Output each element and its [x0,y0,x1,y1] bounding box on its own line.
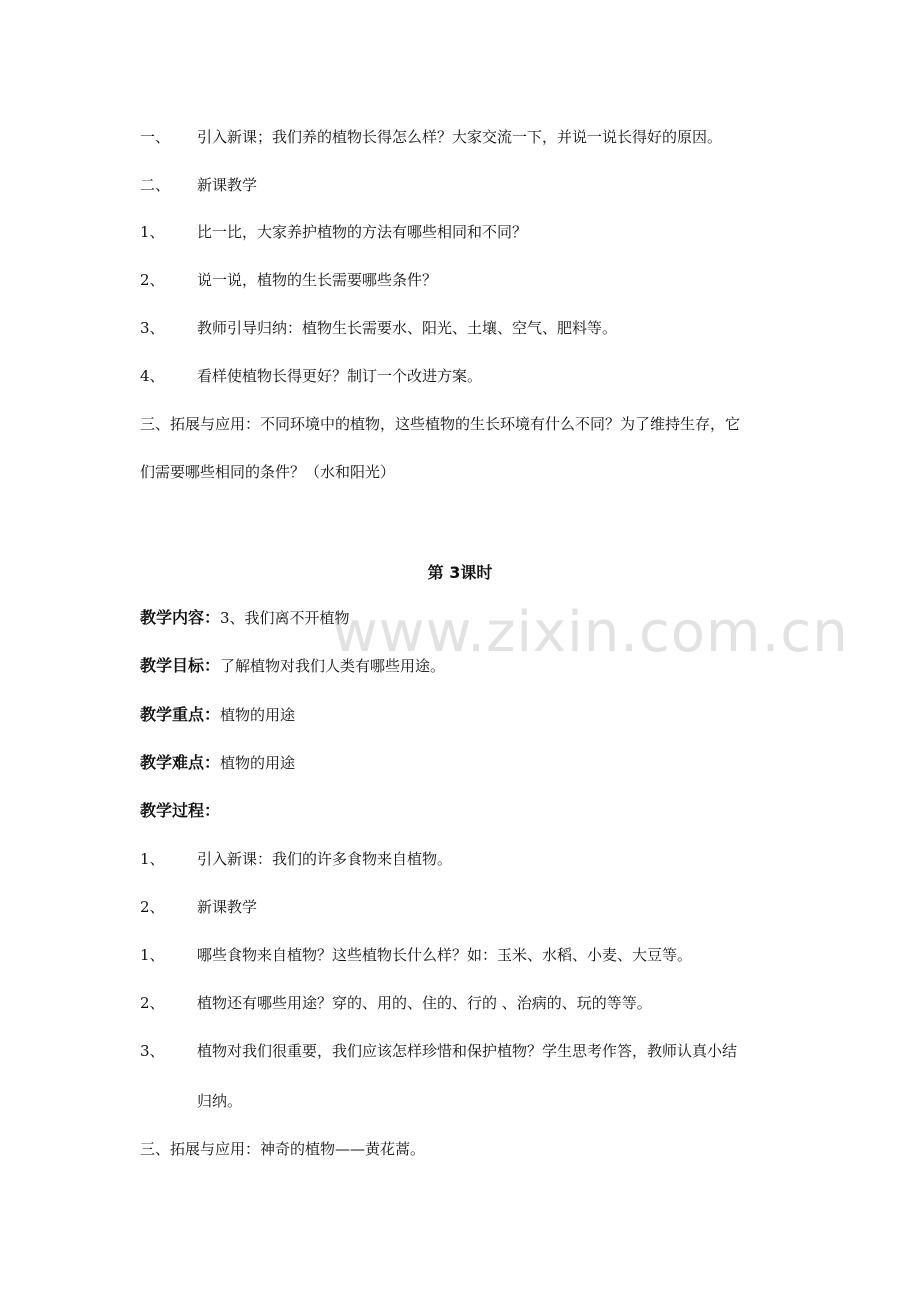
item-text: 引入新课；我们养的植物长得怎么样？大家交流一下，并说一说长得好的原因。 [197,128,723,146]
process-extension: 三、拓展与应用：神奇的植物——黄花蒿。 [140,1140,426,1158]
content-value: 3、我们离不开植物 [220,609,350,627]
item-number: 1、 [140,850,165,868]
top-item-1 [140,127,722,147]
key-value: 植物的用途 [220,706,296,724]
key-row [140,705,295,725]
item-text: 引入新课：我们的许多食物来自植物。 [197,850,453,868]
goal-value: 了解植物对我们人类有哪些用途。 [220,657,446,675]
top-item-2 [140,175,257,195]
lesson-title: 第 3课时 [427,563,493,582]
item-text: 比一比，大家养护植物的方法有哪些相同和不同？ [197,223,528,241]
process-item-4 [140,993,652,1013]
item-number: 3、 [140,319,165,337]
difficulty-row [140,753,295,773]
item-text: 教师引导归纳：植物生长需要水、阳光、土壤、空气、肥料等。 [197,319,618,337]
item-number: 4、 [140,367,165,385]
process-item-2 [140,897,257,917]
item-text: 植物对我们很重要，我们应该怎样珍惜和保护植物？学生思考作答，教师认真小结 [197,1042,738,1060]
item-number: 2、 [140,994,165,1012]
item-text: 看样使植物长得更好？制订一个改进方案。 [197,367,483,385]
item-text: 哪些食物来自植物？这些植物长什么样？如：玉米、水稻、小麦、大豆等。 [197,946,693,964]
top-item-6 [140,366,482,386]
process-item-3 [140,945,692,965]
item-number: 1、 [140,946,165,964]
content-row [140,608,350,628]
item-text: 植物还有哪些用途？穿的、用的、住的、行的 、治病的、玩的等等。 [197,994,652,1012]
goal-label: 教学目标： [140,656,221,675]
top-item-5 [140,318,617,338]
item-text: 说一说，植物的生长需要哪些条件？ [197,271,438,289]
process-item-1 [140,849,452,869]
extension-line-2: 们需要哪些相同的条件？（水和阳光） [140,463,396,481]
item-number: 2、 [140,898,165,916]
top-item-3 [140,222,527,242]
goal-row [140,656,445,676]
item-text: 新课教学 [197,176,258,194]
item-number: 1、 [140,223,165,241]
item-number: 一、 [140,128,171,146]
item-number: 二、 [140,176,171,194]
process-label: 教学过程： [140,801,221,820]
watermark: www.zixin.com.cn [332,600,849,665]
item-number: 2、 [140,271,165,289]
top-item-4 [140,270,437,290]
difficulty-label: 教学难点： [140,753,221,772]
extension-line-1: 三、拓展与应用：不同环境中的植物，这些植物的生长环境有什么不同？为了维持生存，它 [140,415,741,433]
content-label: 教学内容： [140,608,221,627]
item-text: 新课教学 [197,898,258,916]
key-label: 教学重点： [140,705,221,724]
process-row [140,801,220,821]
item-number: 3、 [140,1042,165,1060]
process-item-5 [140,1041,737,1061]
difficulty-value: 植物的用途 [220,754,296,772]
process-item-5-continuation: 归纳。 [197,1092,243,1110]
